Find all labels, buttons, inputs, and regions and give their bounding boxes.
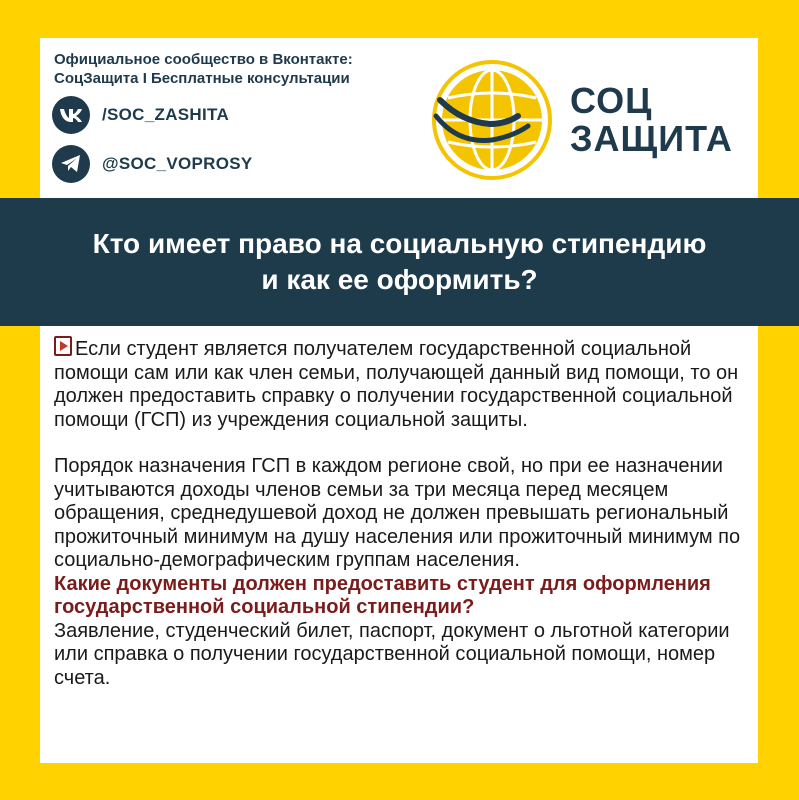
community-line-1: Официальное сообщество в Вконтакте: — [54, 51, 353, 68]
paragraph-2: Порядок назначения ГСП в каждом регионе свой, но при ее назначении учитываются доходы членов семьи за три месяца перед месяцем обращения, среднедушевой доход не должен превышать региональный прожиточный минимум на душу населения или прожиточный минимум по социально-демографическим группам населения. — [54, 455, 741, 571]
content-text — [54, 336, 744, 690]
logo-text — [570, 82, 733, 158]
play-icon — [54, 336, 72, 356]
community-line-2: СоцЗащита I Бесплатные консультации — [54, 70, 350, 87]
spacer — [54, 432, 744, 455]
content-card — [40, 326, 758, 763]
telegram-handle: @SOC_VOPROSY — [102, 154, 253, 173]
telegram-icon — [52, 145, 90, 183]
community-info — [54, 50, 414, 88]
title-band — [0, 198, 799, 326]
vk-handle: /SOC_ZASHITA — [102, 105, 230, 124]
logo-line-1: СОЦ — [570, 80, 653, 121]
vk-icon — [52, 96, 90, 134]
paragraph-1-text: Если студент является получателем государственной социальной помощи сам или как член семьи, получающей данный вид помощи, то он должен предоставить справку о получении государственной социальной помощи (ГСП) из учреждения социальной защиты. — [54, 338, 739, 431]
answer-text: Заявление, студенческий билет, паспорт, документ о льготной категории или справка о получении государственной социальной помощи, номер счета. — [54, 619, 730, 689]
globe-icon — [432, 60, 552, 180]
logo-line-2: ЗАЩИТА — [570, 118, 733, 159]
question-heading: Какие документы должен предоставить студент для оформления государственной социальной стипендии? — [54, 572, 711, 618]
page-title: Кто имеет право на социальную стипендию и как ее оформить? — [92, 228, 707, 295]
vk-link[interactable] — [52, 96, 229, 134]
header-card — [40, 38, 758, 198]
paragraph-1 — [54, 336, 744, 432]
telegram-link[interactable] — [52, 145, 253, 183]
